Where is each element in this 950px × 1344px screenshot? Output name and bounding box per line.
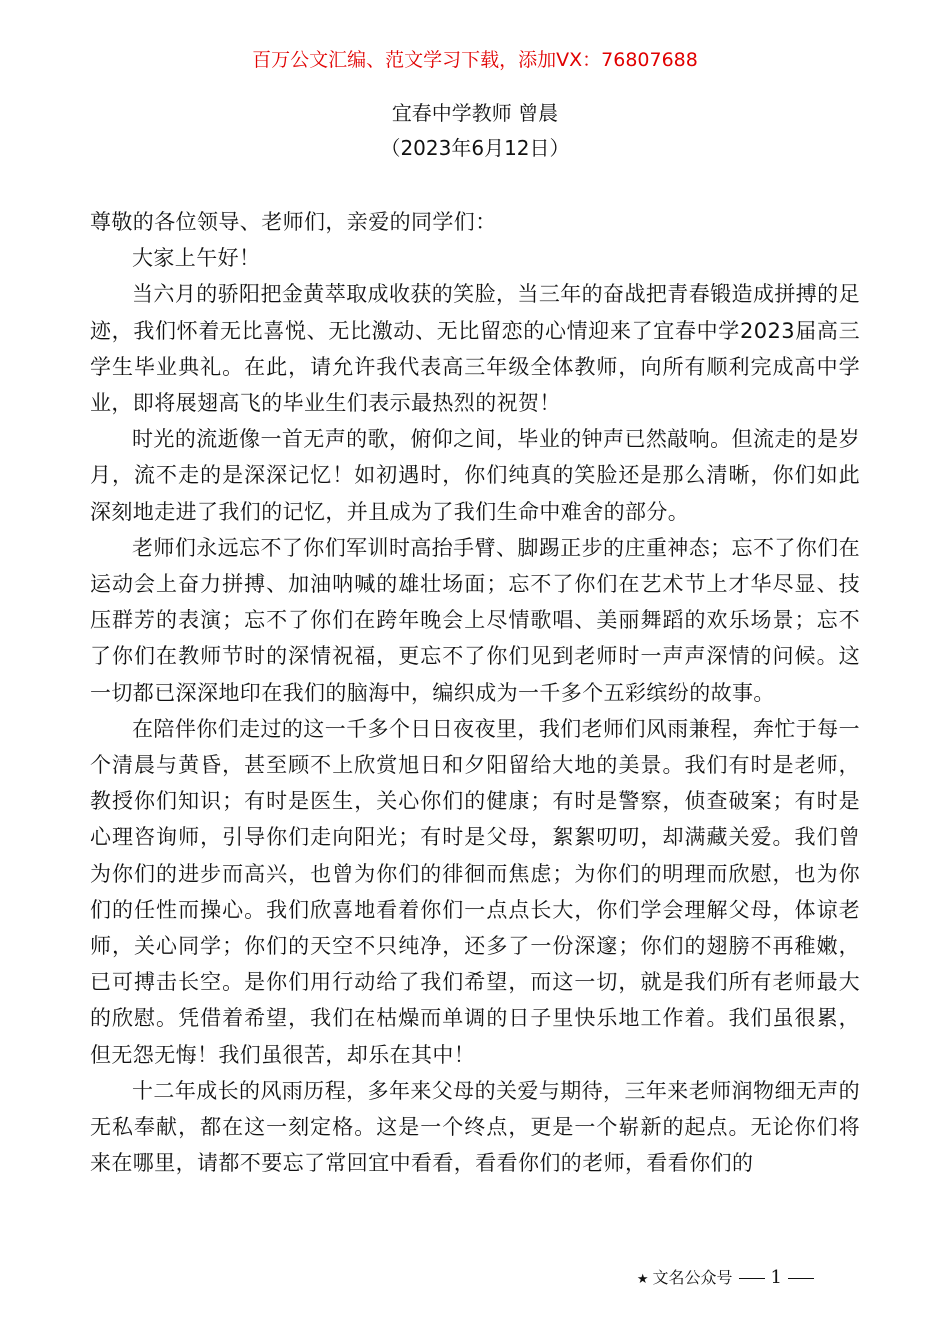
paragraph-5: 十二年成长的风雨历程，多年来父母的关爱与期待，三年来老师润物细无声的无私奉献，都在这一刻定格。这是一个终点，更是一个崭新的起点。无论你们将来在哪里，请都不要忘了常回宜中看看，看看你们的老师，看看你们的 (90, 1078, 860, 1176)
star-icon: ★ (636, 1272, 649, 1287)
paragraph-4: 在陪伴你们走过的这一千多个日日夜夜里，我们老师们风雨兼程，奔忙于每一个清晨与黄昏，甚至顾不上欣赏旭日和夕阳留给大地的美景。我们有时是老师，教授你们知识；有时是医生，关心你们的健康；有时是警察，侦查破案；有时是心理咨询师，引导你们走向阳光；有时是父母，絮絮叨叨，却满藏关爱。我们曾为你们的进步而高兴，也曾为你们的徘徊而焦虑；为你们的明理而欣慰，也为你们的任性而操心。我们欣喜地看着你们一点点长大，你们学会理解父母，体谅老师，关心同学；你们的天空不只纯净，还多了一份深邃；你们的翅膀不再稚嫩，已可搏击长空。是你们用行动给了我们希望，而这一切，就是我们所有老师最大的欣慰。凭借着希望，我们在枯燥而单调的日子里快乐地工作着。我们虽很累，但无怨无悔！我们虽很苦，却乐在其中！ (90, 716, 860, 1067)
footer-dash-left (739, 1278, 765, 1279)
speech-date: （2023年6月12日） (380, 136, 570, 160)
author-line: 宜春中学教师 曾晨 (391, 101, 559, 125)
paragraph-2: 时光的流逝像一首无声的歌，俯仰之间，毕业的钟声已然敲响。但流走的是岁月，流不走的是深深记忆！如初遇时，你们纯真的笑脸还是那么清晰，你们如此深刻地走进了我们的记忆，并且成为了我们生命中难舍的部分。 (90, 427, 860, 524)
page-footer (637, 1266, 820, 1292)
footer-source: 文名公众号 (652, 1268, 733, 1287)
page-number: 1 (770, 1267, 782, 1288)
paragraph-3: 老师们永远忘不了你们军训时高抬手臂、脚踢正步的庄重神态；忘不了你们在运动会上奋力拼搏、加油呐喊的雄壮场面；忘不了你们在艺术节上才华尽显、技压群芳的表演；忘不了你们在跨年晚会上尽情歌唱、美丽舞蹈的欢乐场景；忘不了你们在教师节时的深情祝福，更忘不了你们见到老师时一声声深情的问候。这一切都已深深地印在我们的脑海中，编织成为一千多个五彩缤纷的故事。 (90, 535, 860, 705)
salutation: 尊敬的各位领导、老师们，亲爱的同学们： (90, 210, 497, 234)
footer-dash-right (788, 1278, 814, 1279)
promo-banner: 百万公文汇编、范文学习下载，添加VX：76807688 (252, 49, 698, 71)
paragraph-1: 当六月的骄阳把金黄萃取成收获的笑脸，当三年的奋战把青春锻造成拼搏的足迹，我们怀着无比喜悦、无比激动、无比留恋的心情迎来了宜春中学2023届高三学生毕业典礼。在此，请允许我代表高三年级全体教师，向所有顺利完成高中学业，即将展翅高飞的毕业生们表示最热烈的祝贺！ (90, 282, 860, 416)
paragraph-greeting: 大家上午好！ (132, 246, 261, 271)
speech-body (90, 204, 860, 1181)
